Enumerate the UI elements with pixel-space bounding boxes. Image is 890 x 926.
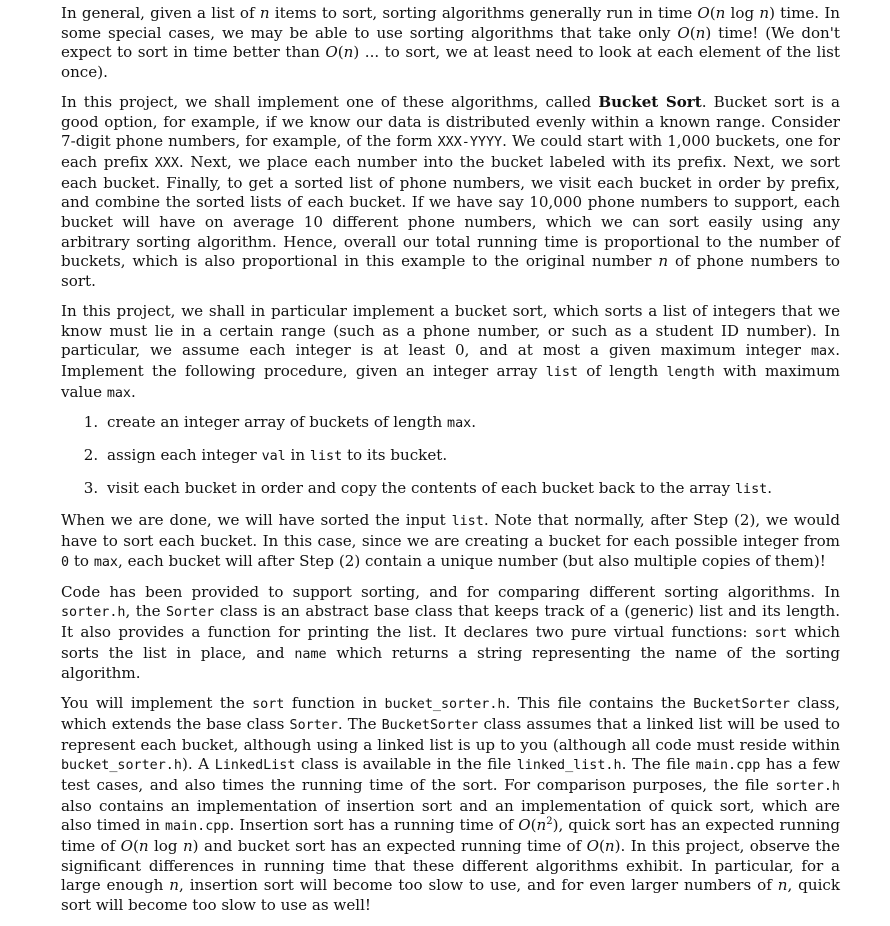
term-bucket-sort: Bucket Sort (598, 92, 702, 111)
step-item: 3. visit each bucket in order and copy the contents of each bucket back to the array list. (103, 479, 840, 500)
paragraph-after-steps: When we are done, we will have sorted the input list. Note that normally, after Step (2), we would have to sort each bucket. In this case, since we are creating a bucket for each possible integer from 0 to max, each bucket will after Step (2) contain a unique number (but also multiple copies of them)! (61, 511, 840, 570)
step-item: 1. create an integer array of buckets of length max. (103, 413, 840, 434)
paragraph-intro: In general, given a list of n items to sort, sorting algorithms generally run in time O(n log n) time. In some special cases, we may be able to use sorting algorithms that take only O(n) time! (We don't expect to sort in time better than O(n) ... to sort, we at least need to look at each element of the list once). (61, 4, 840, 82)
document-body (61, 4, 840, 926)
paragraph-implementation: You will implement the sort function in bucket_sorter.h. This file contains the BucketSorter class, which extends the base class Sorter. The BucketSorter class assumes that a linked list will be used to represent each bucket, although using a linked list is up to you (although all code must reside within bucket_sorter.h). A LinkedList class is available in the file linked_list.h. The file main.cpp has a few test cases, and also times the running time of the sort. For comparison purposes, the file sorter.h also contains an implementation of insertion sort and an implementation of quick sort, which are also timed in main.cpp. Insertion sort has a running time of $O(n^2)$, quick sort has an expected running time of O(n log n) and bucket sort has an expected running time of O(n). In this project, observe the significant differences in running time that these different algorithms exhibit. In particular, for a large enough n, insertion sort will become too slow to use, and for even larger numbers of n, quick sort will become too slow to use as well! (61, 694, 841, 915)
procedure-steps (61, 413, 840, 499)
paragraph-provided-code: Code has been provided to support sorting, and for comparing different sorting algorithms. In sorter.h, the Sorter class is an abstract base class that keeps track of a (generic) list and its length. It also provides a function for printing the list. It declares two pure virtual functions: sort which sorts the list in place, and name which returns a string representing the name of the sorting algorithm. (61, 582, 840, 683)
paragraph-bucket-sort-overview: In this project, we shall implement one of these algorithms, called Bucket Sort. Bucket sort is a good option, for example, if we know our data is distributed evenly within a known range. Consider 7-digit phone numbers, for example, of the form XXX-YYYY. We could start with 1,000 buckets, one for each prefix XXX. Next, we place each number into the bucket labeled with its prefix. Next, we sort each bucket. Finally, to get a sorted list of phone numbers, we visit each bucket in order by prefix, and combine the sorted lists of each bucket. If we have say 10,000 phone numbers to support, each bucket will have on average 10 different phone numbers, which we can sort easily using any arbitrary sorting algorithm. Hence, overall our total running time is proportional to the number of buckets, which is also proportional in this example to the original number n of phone numbers to sort. (61, 92, 840, 291)
paragraph-procedure: In this project, we shall in particular implement a bucket sort, which sorts a list of integers that we know must lie in a certain range (such as a phone number, or such as a student ID number). In particular, we assume each integer is at least 0, and at most a given maximum integer max. Implement the following procedure, given an integer array list of length length with maximum value max. (61, 301, 840, 401)
step-item: 2. assign each integer val in list to its bucket. (103, 446, 840, 467)
